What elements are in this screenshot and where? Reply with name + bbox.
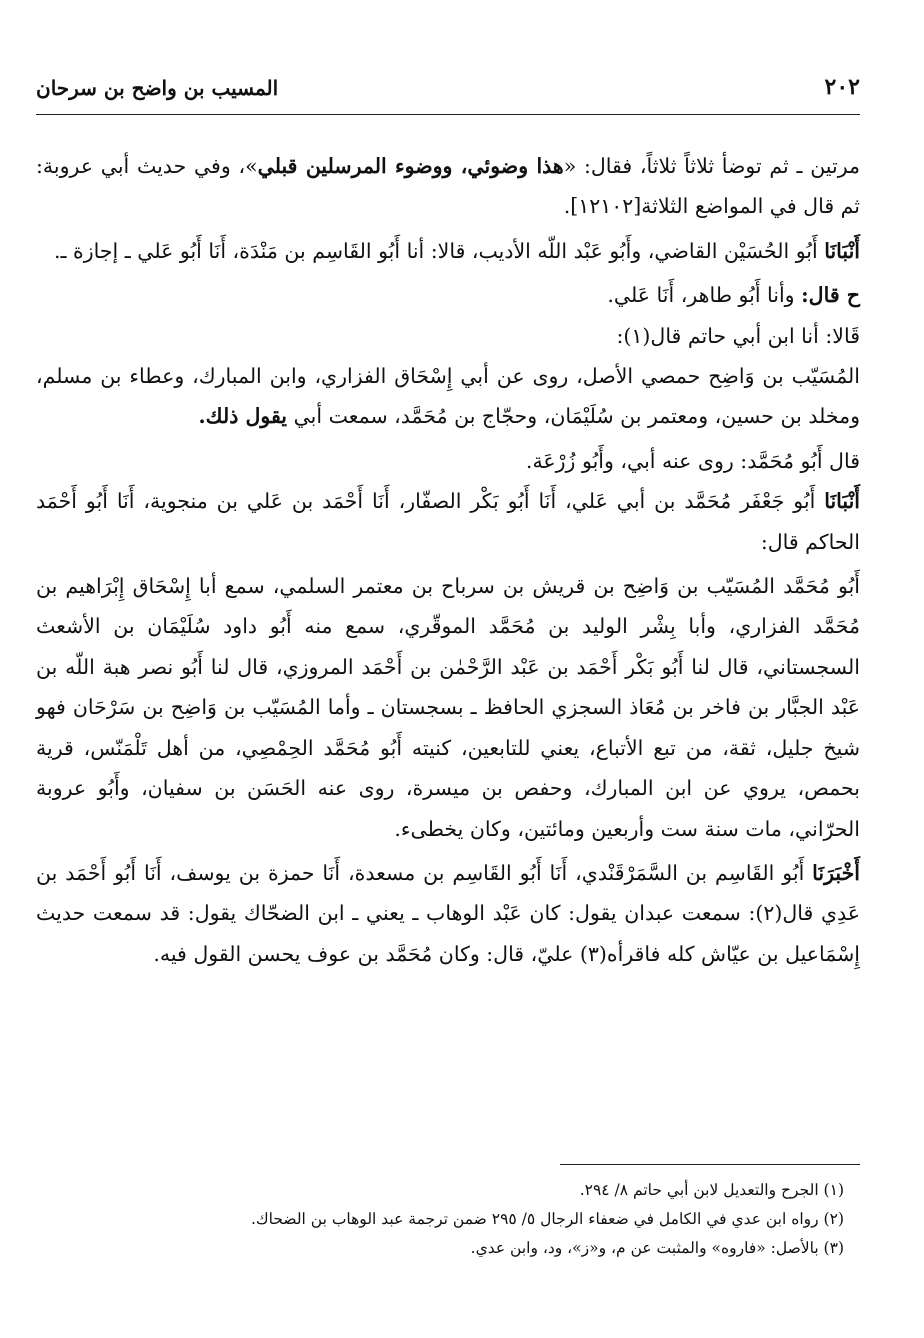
- footnotes: [36, 1176, 844, 1263]
- paragraph-5-end: يقول ذلك.: [198, 404, 288, 429]
- paragraph-8: أَبُو مُحَمَّد المُسَيّب بن وَاضِح بن قريش بن سرباح بن معتمر السلمي، سمع أبا إِسْحَاق إِبْرَاهيم بن مُحَمَّد الفزاري، وأبا بِشْر الوليد بن مُحَمَّد الموقّري، سمع منه أَبُو داود سُلَيْمَان بن الأشعث السجستاني، قال لنا أَبُو بَكْر أَحْمَد بن عَبْد الرَّحْمٰن بن أَحْمَد المروزي، قال لنا أَبُو نصر هبة اللّه بن عَبْد الجبَّار بن فاخر بن مُعَاذ السجزي الحافظ ـ بسجستان ـ وأما المُسَيّب بن وَاضِح بن سَرْحَان فهو شيخ جليل، ثقة، من تبع الأتباع، يعني للتابعين، كنيته أَبُو مُحَمَّد الحِمْصِي، من أهل تَلْمَنّس، قرية بحمص، يروي عن ابن المبارك، وحفص بن ميسرة، روى عنه الحَسَن بن سفيان، وأَبُو عروبة الحرّاني، مات سنة ست وأربعين ومائتين، وكان يخطىء.: [36, 574, 860, 841]
- header-divider: [36, 114, 860, 115]
- paragraph-9-text: أَبُو القَاسِم بن السَّمَرْقَنْدي، أَنَا أَبُو القَاسِم بن مسعدة، أَنَا حمزة بن يوسف، أَنَا أَبُو أَحْمَد بن عَدِي قال(٢): سمعت عبدان يقول: كان عَبْد الوهاب ـ يعني ـ ابن الضحّاك يقول: قد سمعت حديث إِسْمَاعيل بن عيّاش كله فاقرأه(٣) عليّ، قال: وكان مُحَمَّد بن عوف يحسن القول فيه.: [36, 860, 861, 966]
- running-title: المسيب بن واضح بن سرحان: [36, 76, 279, 100]
- isnad-lead-2: أَنْبَانَا: [824, 489, 860, 514]
- paragraph-5: [36, 356, 860, 437]
- paragraph-7: [36, 481, 860, 562]
- footnote-2: (٢) رواه ابن عدي في الكامل في ضعفاء الرجال ٥/ ٢٩٥ ضمن ترجمة عبد الوهاب بن الضحاك.: [250, 1210, 844, 1228]
- paragraph-4: قَالا: أنا ابن أبي حاتم قال(١):: [616, 323, 860, 348]
- paragraph-3-text: وأنا أَبُو طاهر، أَنَا عَلي.: [607, 283, 802, 308]
- paragraph-1: [36, 146, 860, 227]
- paragraph-9: [36, 853, 860, 974]
- footnote-3: (٣) بالأصل: «فاروه» والمثبت عن م، و«ز»، ود، وابن عدي.: [470, 1239, 844, 1257]
- footnote-1: (١) الجرح والتعديل لابن أبي حاتم ٨/ ٢٩٤.: [579, 1181, 844, 1199]
- page-number: ٢٠٢: [824, 74, 860, 100]
- paragraph-1-text-a: مرتين ـ ثم توضأ ثلاثاً ثلاثاً، فقال: «: [563, 154, 860, 178]
- paragraph-2: [36, 231, 860, 271]
- paragraph-3: [36, 275, 860, 315]
- footnote-divider: [560, 1164, 860, 1165]
- isnad-lead: أَنْبَانَا: [824, 238, 860, 263]
- page-header: [36, 74, 860, 108]
- paragraph-1-text-b: »، وفي حديث أبي عروبة: ثم قال في المواضع الثلاثة[١٢١٠٢].: [36, 154, 860, 219]
- main-text: [36, 146, 860, 974]
- paragraph-2-text: أَبُو الحُسَيْن القاضي، وأَبُو عَبْد اللّه الأديب، قالا: أنا أَبُو القَاسِم بن مَنْدَة، أَنَا أَبُو عَلي ـ إجازة ـ.: [53, 238, 825, 263]
- paragraph-5-text: المُسَيّب بن وَاضِح حمصي الأصل، روى عن أبي إِسْحَاق الفزاري، وابن المبارك، وعطاء بن مسلم، ومخلد بن حسين، ومعتمر بن سُلَيْمَان، وحجّاج بن مُحَمَّد، سمعت أبي: [36, 364, 860, 429]
- paragraph-7-text: أَبُو جَعْفَر مُحَمَّد بن أبي عَلي، أَنَا أَبُو بَكْر الصفّار، أَنَا أَحْمَد بن عَلي بن منجوية، أَنَا أَبُو أَحْمَد الحاكم قال:: [36, 489, 860, 554]
- hawala-lead: ح قال:: [801, 283, 860, 308]
- paragraph-6: قال أَبُو مُحَمَّد: روى عنه أبي، وأَبُو زُرْعَة.: [525, 448, 860, 473]
- hadith-quote: هذا وضوئي، ووضوء المرسلين قبلي: [257, 154, 564, 178]
- isnad-lead-3: أَخْبَرَنَا: [812, 860, 860, 885]
